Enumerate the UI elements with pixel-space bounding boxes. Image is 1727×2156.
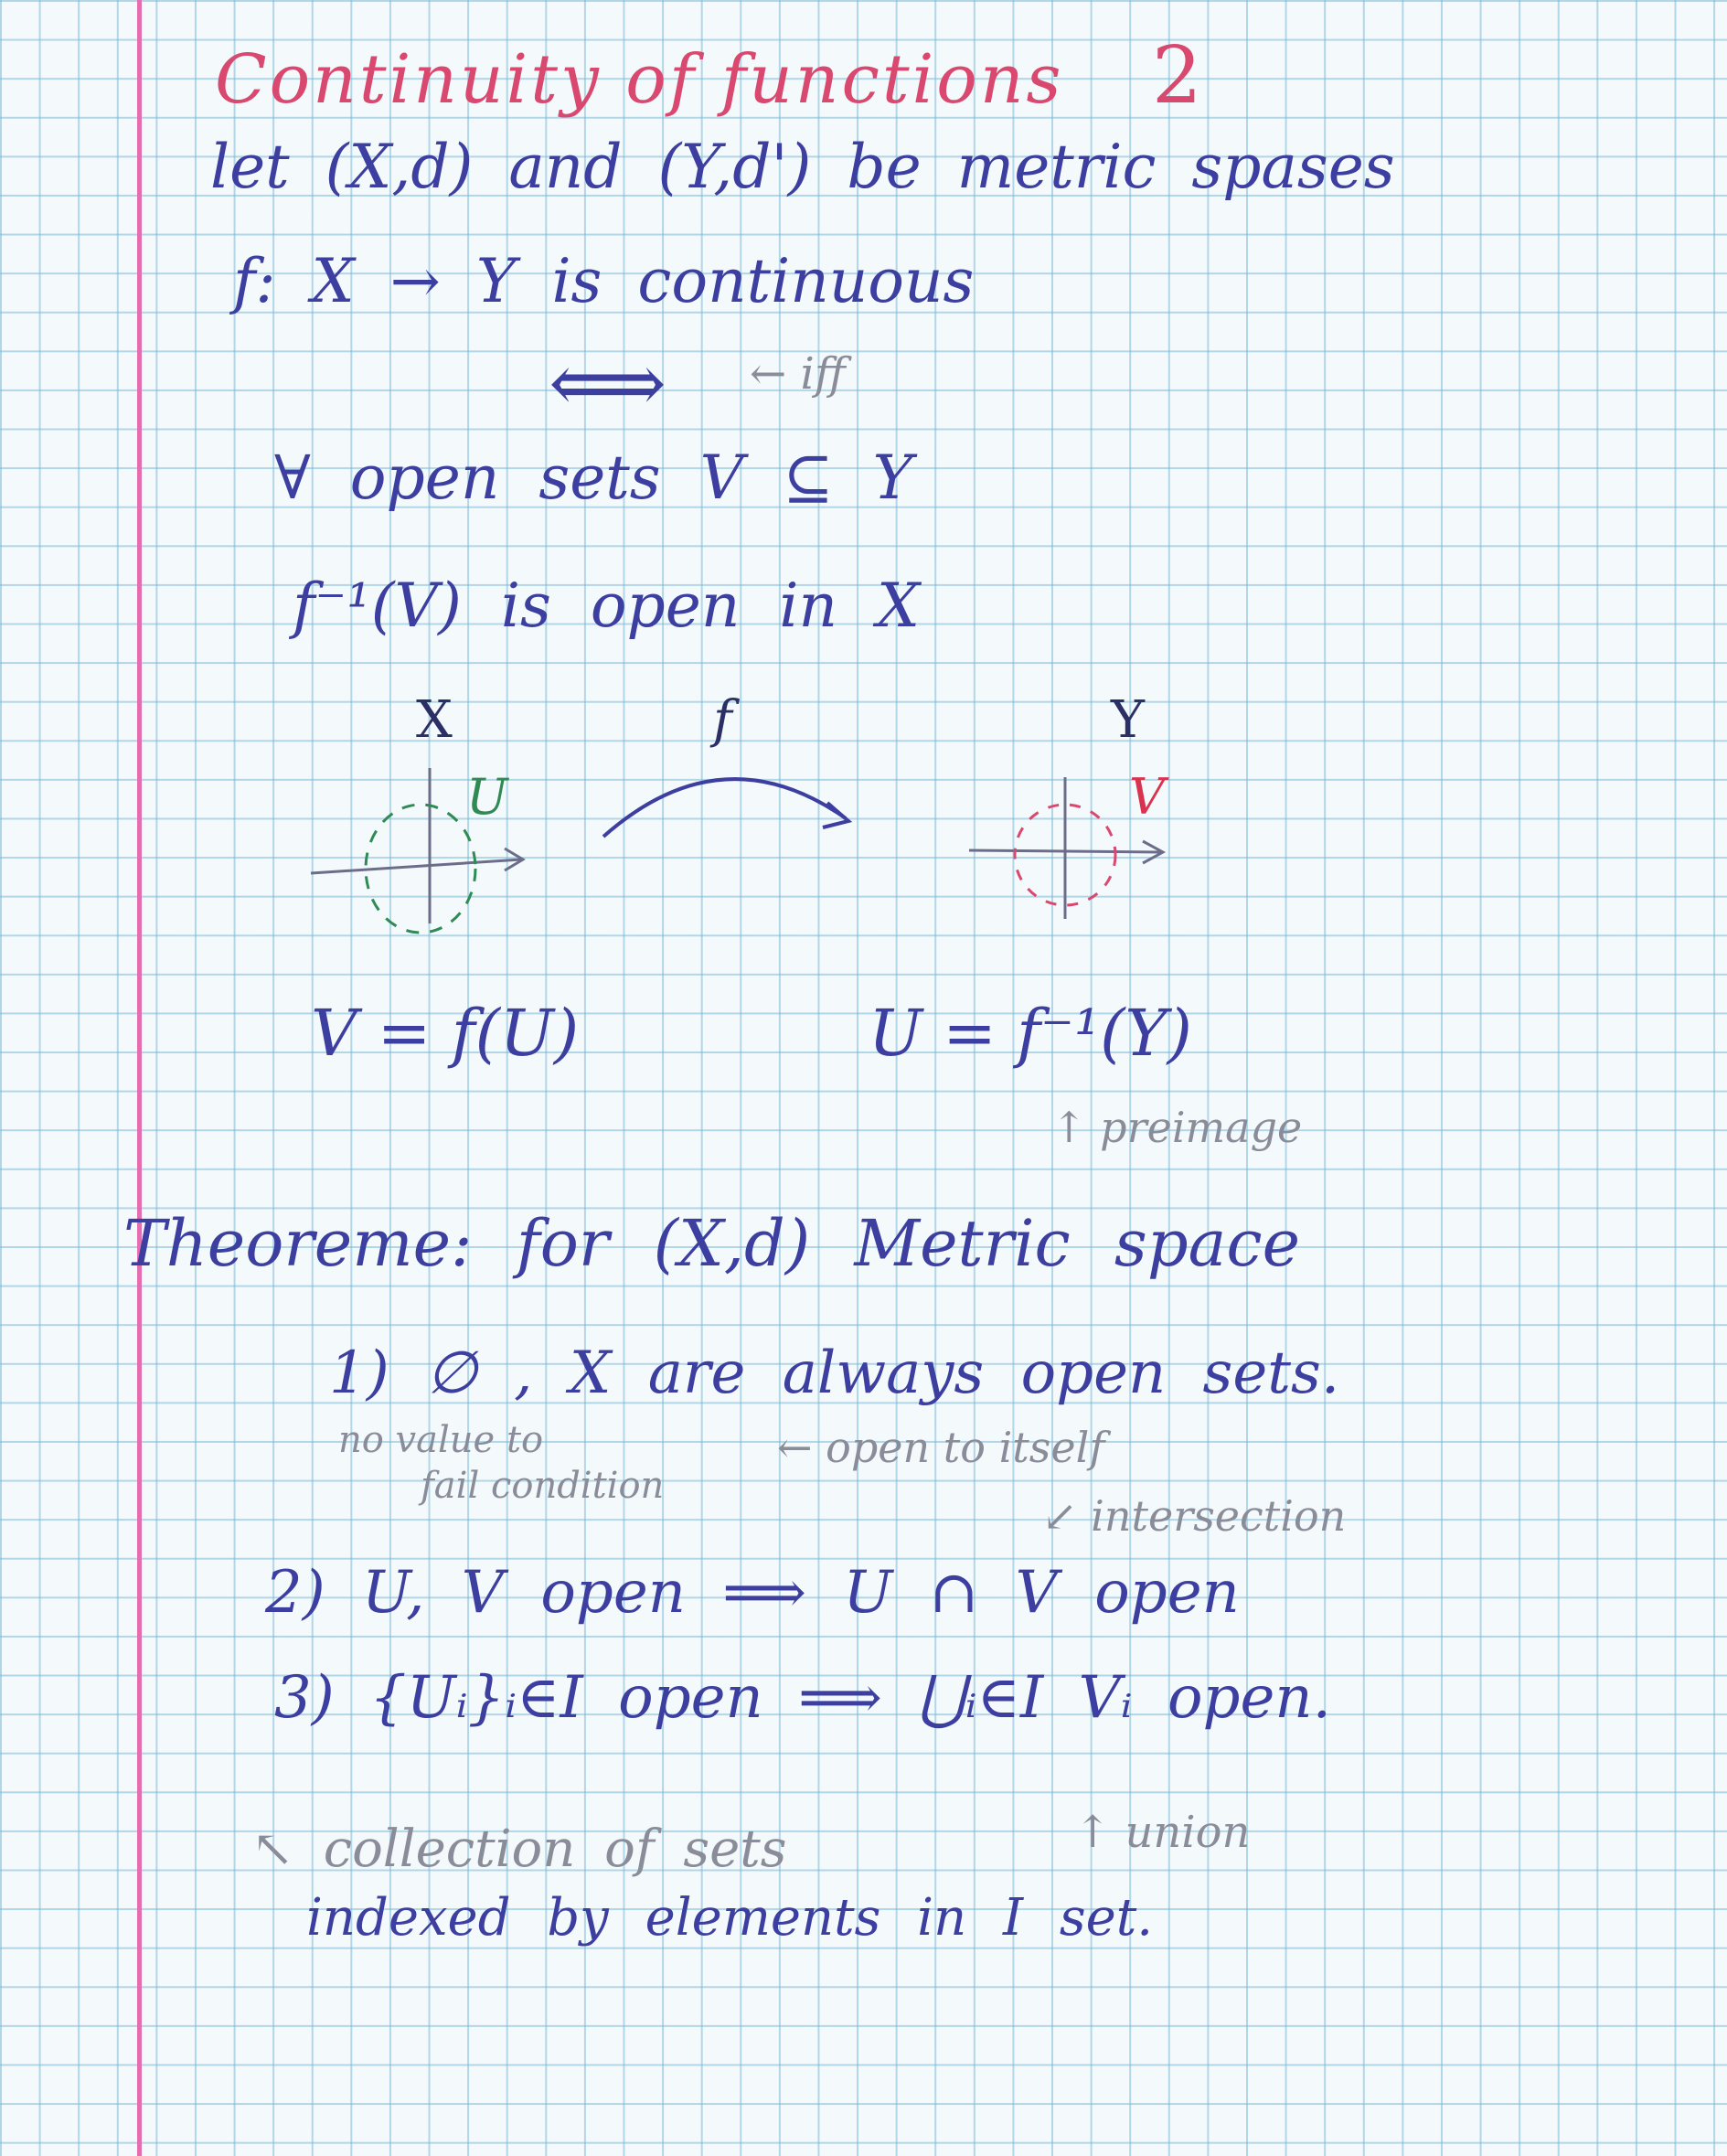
page-title-text: Continuity of functions xyxy=(215,40,1064,119)
definition-line-2: f: X → Y is continuous xyxy=(233,246,975,316)
indexed-annotation: indexed by elements in I set. xyxy=(306,1888,1154,1948)
item1-note-fail-condition: fail condition xyxy=(421,1465,665,1507)
domain-label-x: X xyxy=(416,690,453,750)
theorem-heading: Theoreme: for (X,d) Metric space xyxy=(123,1206,1301,1281)
preimage-annotation: ↑ preimage xyxy=(1051,1103,1303,1152)
theorem-item-3: 3) {Uᵢ}ᵢ∈I open ⟹ ⋃ᵢ∈I Vᵢ open. xyxy=(274,1664,1331,1732)
equivalence-arrow: ⟺ xyxy=(549,336,667,432)
union-annotation: ↑ union xyxy=(1074,1807,1251,1858)
intersection-annotation: ↙ intersection xyxy=(1042,1491,1347,1541)
page-title-number: 2 xyxy=(1152,30,1205,122)
collection-annotation: ↖ collection of sets xyxy=(251,1820,787,1879)
set-label-u: U xyxy=(466,768,508,826)
preimage-relation: U = f⁻¹(Y) xyxy=(869,996,1192,1071)
x-domain-horizontal-axis xyxy=(311,859,521,873)
codomain-label-y: Y xyxy=(1111,690,1145,750)
definition-line-4: f⁻¹(V) is open in X xyxy=(293,571,920,641)
mapping-arrow-f xyxy=(603,779,846,837)
definition-line-3: ∀ open sets V ⊆ Y xyxy=(274,443,913,513)
definition-line-1: let (X,d) and (Y,d') be metric spases xyxy=(210,132,1395,202)
item1-note-no-value: no value to xyxy=(338,1419,544,1461)
item1-note-open-to-itself: ← open to itself xyxy=(777,1423,1105,1472)
theorem-item-1: 1) ∅ , X are always open sets. xyxy=(329,1339,1340,1407)
map-label-f: f xyxy=(713,690,732,750)
set-label-v: V xyxy=(1129,768,1165,826)
image-relation: V = f(U) xyxy=(311,996,580,1071)
iff-annotation: ← iff xyxy=(750,348,846,400)
theorem-item-2: 2) U, V open ⟹ U ∩ V open xyxy=(265,1559,1240,1627)
